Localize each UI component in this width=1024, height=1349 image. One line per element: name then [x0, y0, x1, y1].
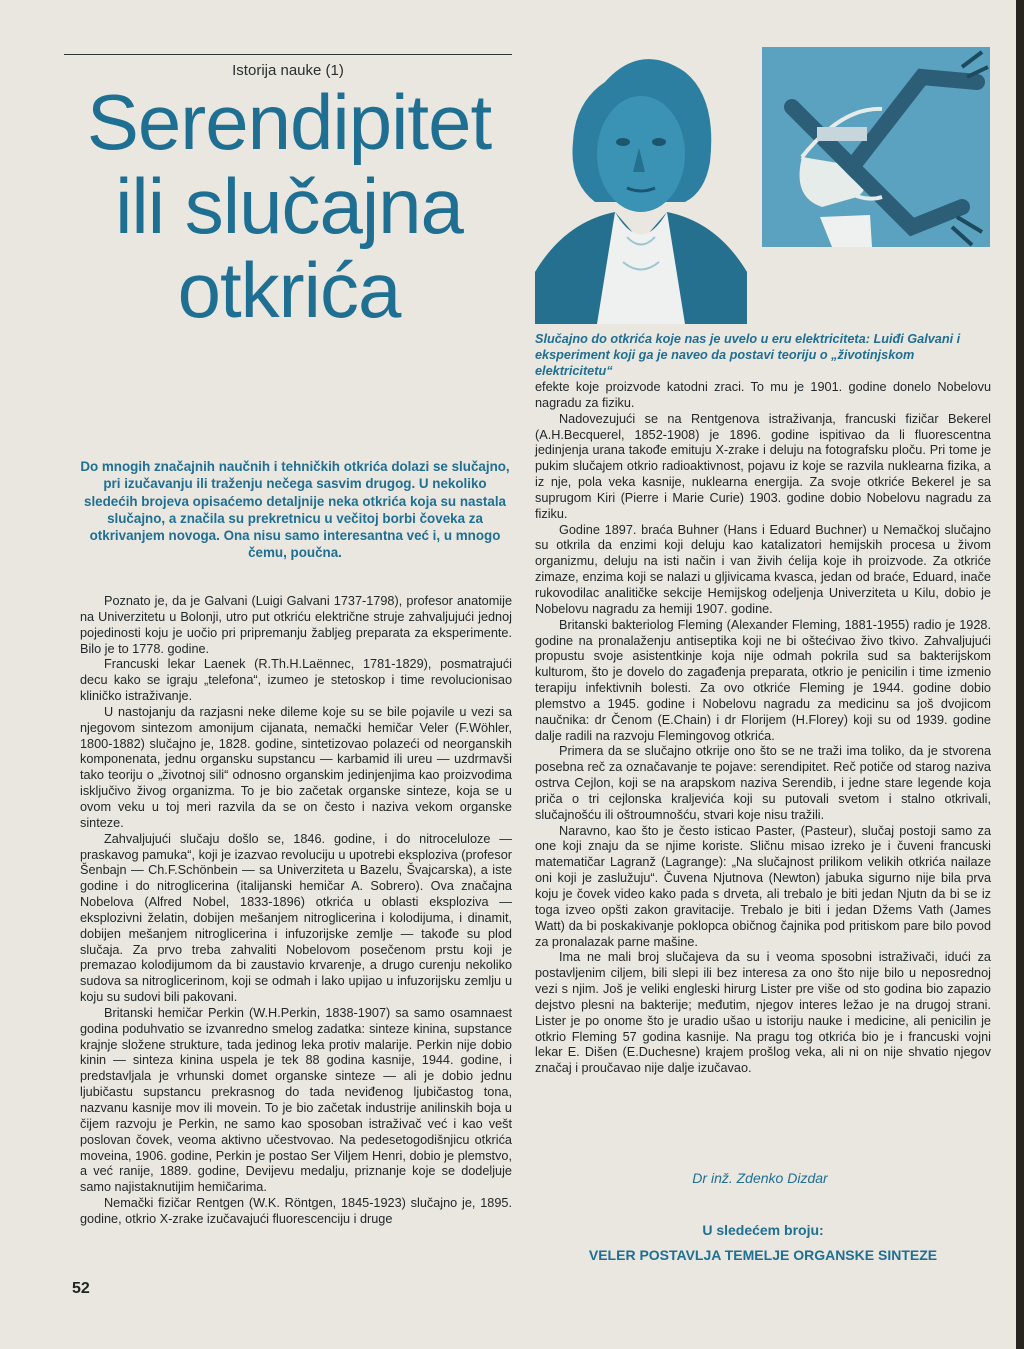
right-paragraph-7: Ima ne mali broj slučajeva da su i veoma sposobni istraživači, idući za postavljenim ciljem, bili slepi ili bez interesa za ono što nije bilo u neposrednoj vezi s njim. Još je veliki engleski hirurg Lister pre više od sto godina bio zapazio dejstvo plesni na bakterije; međutim, njegov interes ležao je na drugoj strani. Lister je po onome što je uradio ušao u istoriju nauke i medicine, ali penicilin je otkrio Fleming 57 godina kasnije. Na pragu tog otkrića bio je i francuski vojni lekar E. Dišen (E.Duchesne) krajem prošlog veka, ali ni on nije shvatio njegov značaj i proučavao nije dalje izučavao.	[535, 950, 991, 1076]
right-paragraph-3: Godine 1897. braća Buhner (Hans i Eduard Buchner) u Nemačkoj slučajno su otkrila da enzimi koji deluju kao katalizatori hemijskih procesa u živom organizmu, deluju na isti način i van živih ćelija koje ih proizvode. Za otkriće zimaze, enzima koji se nalazi u gljivicama kvasca, jedan od braće, Eduard, inače rukovodilac analitičke sekcije Hemijskog odeljenja Univerziteta u Kilu, dobio je Nobelovu nagradu za hemiji 1907. godine.	[535, 522, 991, 616]
left-paragraph-3: U nastojanju da razjasni neke dileme koje su se bile pojavile u vezi sa njegovom sintezom amonijum cijanata, nemački hemičar Veler (F.Wöhler, 1800-1882) slučajno je, 1828. godine, sintetizovao polazeći od neorganskih komponenata, jednu organsku supstancu — karbamid ili ureu — uzdrmavši tako teoriju o „životnoj sili“ odnosno organskim jedinjenjima kao proizvodima isključivo živog organizma. To je bio začetak organske sinteze, koja se u ovom veku u toj meri razvila da se on često i naziva vekom organske sinteze.	[80, 704, 512, 830]
left-paragraph-4: Zahvaljujući slučaju došlo se, 1846. godine, i do nitroceluloze — praskavog pamuka“, koji je izazvao revoluciju u upotrebi eksploziva (profesor Šenbajn — Ch.F.Schönbein — sa Univerziteta u Bazelu, Švajcarska), a iste godine i do nitroglicerina (italijanski hemičar A. Sobrero). Ova značajna Nobelova (Alfred Nobel, 1833-1896) otkrića u oblasti eksploziva — eksplozivni želatin, dobijen mešanjem nitroglicerina i kolodijuma, i dinamit, dobijen mešanjem nitroglicerina i infuzorijske zemlje — takođe su plod slučaja. Za prvo treba zahvaliti Nobelovom posečenom prstu koji je premazao kolodijumom da bi zaustavio krvarenje, a drugo curenju nekoliko sudova sa nitroglicerinom, koji se odmah i lako upijao u infuzorijsku zemlju u koju su sudovi bili pakovani.	[80, 831, 512, 1005]
page-number: 52	[72, 1280, 90, 1297]
page-edge	[1016, 0, 1024, 1349]
galvani-portrait	[535, 42, 747, 324]
image-caption: Slučajno do otkrića koje nas je uvelo u eru elektriciteta: Luiđi Galvani i eksperiment koji ga je naveo da postavi teoriju o „životinjskom elektricitetu“	[535, 332, 961, 378]
right-column	[535, 380, 991, 1077]
header-rule	[64, 54, 512, 55]
next-issue-title: VELER POSTAVLJA TEMELJE ORGANSKE SINTEZE	[588, 1247, 938, 1263]
left-paragraph-2: Francuski lekar Laenek (R.Th.H.Laënnec, 1781-1829), posmatrajući decu kako se igraju „telefona“, izumeo je stetoskop i time revolucionisao kliničko istraživanje.	[80, 657, 512, 704]
right-paragraph-5: Primera da se slučajno otkrije ono što se ne traži ima toliko, da je stvorena posebna reč za označavanje te pojave: serendipitet. Reč potiče od starog naziva ostrva Cejlon, koji se na arapskom naziva Serendib, i jedne stare legende koja priča o tri cejlonska kraljevića koji su putovali svetom i stalno otkrivali, slučajnošću ili oštroumnošću, stvari koje nisu tražili.	[535, 744, 991, 822]
right-paragraph-6: Naravno, kao što je često isticao Paster, (Pasteur), slučaj postoji samo za one koji znaju da se njime koriste. Sličnu misao izreko je i čuveni francuski matematičar Lagranž (Lagrange): „Na slučajnost prilikom velikih otkrića nailaze oni koji je zaslužuju“. Čuvena Njutnova (Newton) jabuka sigurno nije bila prva koju je čovek video kako pada s drveta, ali trebalo je biti jedan Njutn da bi se iz toga izveo opšti zakon gravitacije. Trebalo je biti i jedan Džems Vath (James Watt) da bi poskakivanje poklopca običnog čajnika pod pritiskom pare bilo povod za pronalazak parne mašine.	[535, 823, 991, 949]
article-title	[56, 80, 522, 332]
lead-paragraph: Do mnogih značajnih naučnih i tehničkih otkrića dolazi se slučajno, pri izučavanju ili traženju nečega sasvim drugog. U nekoliko sledećih brojeva opisaćemo detaljnije neka otkrića koja su nastala slučajno, a značila su prekretnicu u večitoj borbi čoveka za otkrivanjem novoga. Ona nisu samo interesantna već i, u mnogo čemu, poučna.	[80, 459, 510, 561]
title-line-1: Serendipitet	[86, 78, 492, 166]
frog-legs-illustration	[762, 47, 990, 247]
next-issue-label: U sledećem broju:	[702, 1222, 824, 1238]
right-paragraph-2: Nadovezujući se na Rentgenova istraživanja, francuski fizičar Bekerel (A.H.Becquerel, 1852-1908) je 1896. godine ispitivao da li fluorescentna jedinjenja urana takođe emituju X-zrake i deluju na fotografsku ploču. Pri tome je pukim slučajem otkrio radioaktivnost, pojavu iz koje se razvila nuklearna fizika, a iz nje, pola veka kasnije, nuklearna energija. Za svoje otkriće Bekerel je sa suprugom Kiri (Pierre i Marie Curie) 1903. godine dobio Nobelovu nagradu za fiziku.	[535, 411, 991, 521]
right-paragraph-4: Britanski bakteriolog Fleming (Alexander Fleming, 1881-1955) radio je 1928. godine na pronalaženju antiseptika koji ne bi oštećivao živo tkivo. Zahvaljujući propustu svoje asistentkinje koja nije odmah pokrila sud sa bakterijskom kulturom, što je dovelo do zagađenja preparata, otkrio je penicilin i time izmenio terapiju infektivnih bolesti. Za ovo otkriće Fleming je 1944. godine dobio plemstvo a 1945. godine i Nobelovu nagradu za medicinu sa još dvojicom naučnika: dr Čenom (E.Chain) i dr Florijem (H.Florey) koji su od 1939. godine dalje radili na razvoju Flemingovog otkrića.	[535, 617, 991, 743]
title-line-2: ili slučajna	[115, 162, 463, 250]
left-paragraph-1: Poznato je, da je Galvani (Luigi Galvani 1737-1798), profesor anatomije na Univerzitetu u Bolonji, utro put otkriću električne struje zahvaljujući jednoj pojedinosti koju je uočio pri pripremanju žabljeg preparata za eksperimente. Bilo je to 1778. godine.	[80, 594, 512, 656]
left-column	[80, 594, 512, 1228]
author-signature: Dr inž. Zdenko Dizdar	[692, 1170, 828, 1186]
series-label: Istorija nauke (1)	[232, 62, 344, 79]
right-paragraph-1: efekte koje proizvode katodni zraci. To mu je 1901. godine donelo Nobelovu nagradu za fiziku.	[535, 380, 991, 410]
left-paragraph-5: Britanski hemičar Perkin (W.H.Perkin, 1838-1907) sa samo osamnaest godina poduhvatio se izvanredno smelog zadatka: sinteze kinina, supstance krajnje složene strukture, tada jedinog leka protiv malarije. Perkin nije dobio kinin — sinteza kinina uspela je tek 88 godina kasnije, 1944. godine, i predstavljala je vrhunski domet organske sinteze — ali je dobio jednu ljubičastu supstancu prekrasnog do tada neviđenog ljubičastog tona, nazvanu kasnije mov ili movein. To je bio začetak industrije anilinskih boja u čijem razvoju je Perkin, ne samo kao sposoban istraživač već i kao vešt poslovan čovek, veoma aktivno učestvovao. Na pedesetogodišnjicu otkrića moveina, 1906. godine, Perkin je postao Ser Viljem Henri, dobio je plemstvo, a već ranije, 1889. godine, Devijevu medalju, priznanje koje se dodeljuje samo najistaknutijim hemičarima.	[80, 1005, 512, 1195]
title-line-3: otkrića	[177, 246, 401, 334]
left-paragraph-6: Nemački fizičar Rentgen (W.K. Röntgen, 1845-1923) slučajno je, 1895. godine, otkrio X-zrake izučavajući fluorescenciju i druge	[80, 1196, 512, 1226]
